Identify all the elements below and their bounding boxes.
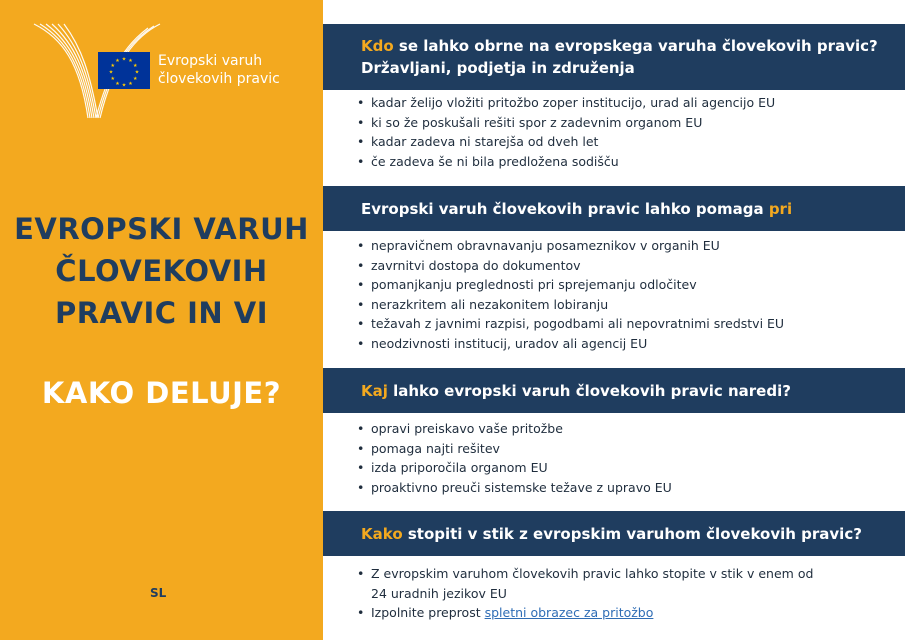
list-item <box>357 603 887 623</box>
svg-text:★: ★ <box>110 62 115 69</box>
title-line-2: ČLOVEKOVIH <box>55 254 268 288</box>
svg-text:★: ★ <box>121 82 127 89</box>
complaint-form-link[interactable]: spletni obrazec za pritožbo <box>484 605 654 621</box>
logo-line-2: človekovih pravic <box>158 71 280 87</box>
section-help-highlight: pri <box>768 199 793 218</box>
section-help-list <box>357 236 887 354</box>
list-item: • proaktivno preuči sistemske težave z upravo EU <box>357 478 887 498</box>
svg-text:★: ★ <box>121 56 127 63</box>
list-item: • kadar želijo vložiti pritožbo zoper institucijo, urad ali agencijo EU <box>357 93 887 113</box>
section-who-highlight: Kdo <box>361 37 394 55</box>
logo-text <box>158 52 280 88</box>
ombudsman-logo <box>32 18 292 128</box>
page-title <box>0 208 323 334</box>
list-item <box>357 564 887 603</box>
list-item: • zavrnitvi dostopa do dokumentov <box>357 256 887 276</box>
svg-text:★: ★ <box>110 76 115 82</box>
section-who-heading <box>323 24 905 90</box>
section-what-highlight: Kaj <box>361 381 388 400</box>
section-what-heading <box>323 368 905 413</box>
eu-flag-icon <box>98 52 150 89</box>
title-line-3: PRAVIC IN VI <box>54 296 269 330</box>
section-who-subtitle: Državljani, podjetja in združenja <box>361 59 635 77</box>
language-code: SL <box>150 586 167 600</box>
sidebar-panel <box>0 0 323 640</box>
list-item: • izda priporočila organom EU <box>357 458 887 478</box>
list-item: • kadar zadeva ni starejša od dveh let <box>357 132 887 152</box>
logo-line-1: Evropski varuh <box>158 53 263 69</box>
section-who-list <box>357 93 887 171</box>
section-what-title: lahko evropski varuh človekovih pravic naredi? <box>387 381 791 400</box>
section-what-list <box>357 419 887 497</box>
svg-text:★: ★ <box>115 58 120 65</box>
page-subtitle: KAKO DELUJE? <box>41 376 282 410</box>
section-contact-list <box>357 564 887 623</box>
svg-text:★: ★ <box>133 76 138 82</box>
contact-line-2: 24 uradnih jezikov EU <box>371 585 507 601</box>
contact-line-1: Z evropskim varuhom človekovih pravic lahko stopite v stik v enem od <box>371 566 814 581</box>
svg-text:★: ★ <box>115 80 120 87</box>
section-contact-heading <box>323 511 905 556</box>
list-item: • nerazkritem ali nezakonitem lobiranju <box>357 295 887 315</box>
svg-text:★: ★ <box>108 69 114 76</box>
list-item: • opravi preiskavo vaše pritožbe <box>357 419 887 439</box>
section-contact-title: stopiti v stik z evropskim varuhom človekovih pravic? <box>402 524 862 543</box>
list-item: • ki so že poskušali rešiti spor z zadevnim organom EU <box>357 113 887 133</box>
title-line-1: EVROPSKI VARUH <box>14 212 309 246</box>
list-item: • težavah z javnimi razpisi, pogodbami ali nepovratnimi sredstvi EU <box>357 314 887 334</box>
section-contact-highlight: Kako <box>361 524 403 543</box>
list-item: • nepravičnem obravnavanju posameznikov v organih EU <box>357 236 887 256</box>
svg-text:★: ★ <box>133 62 138 69</box>
svg-text:★: ★ <box>134 69 140 76</box>
list-item: • pomaga najti rešitev <box>357 439 887 459</box>
form-prefix: Izpolnite preprost <box>371 605 485 621</box>
list-item: • če zadeva še ni bila predložena sodišču <box>357 152 887 172</box>
svg-text:★: ★ <box>128 58 133 65</box>
section-help-heading <box>323 186 905 231</box>
list-item: • pomanjkanju preglednosti pri sprejemanju odločitev <box>357 275 887 295</box>
section-help-title: Evropski varuh človekovih pravic lahko pomaga <box>361 199 769 218</box>
svg-text:★: ★ <box>128 80 133 87</box>
section-who-title: se lahko obrne na evropskega varuha človekovih pravic? <box>393 37 878 55</box>
list-item: • neodzivnosti institucij, uradov ali agencij EU <box>357 334 887 354</box>
